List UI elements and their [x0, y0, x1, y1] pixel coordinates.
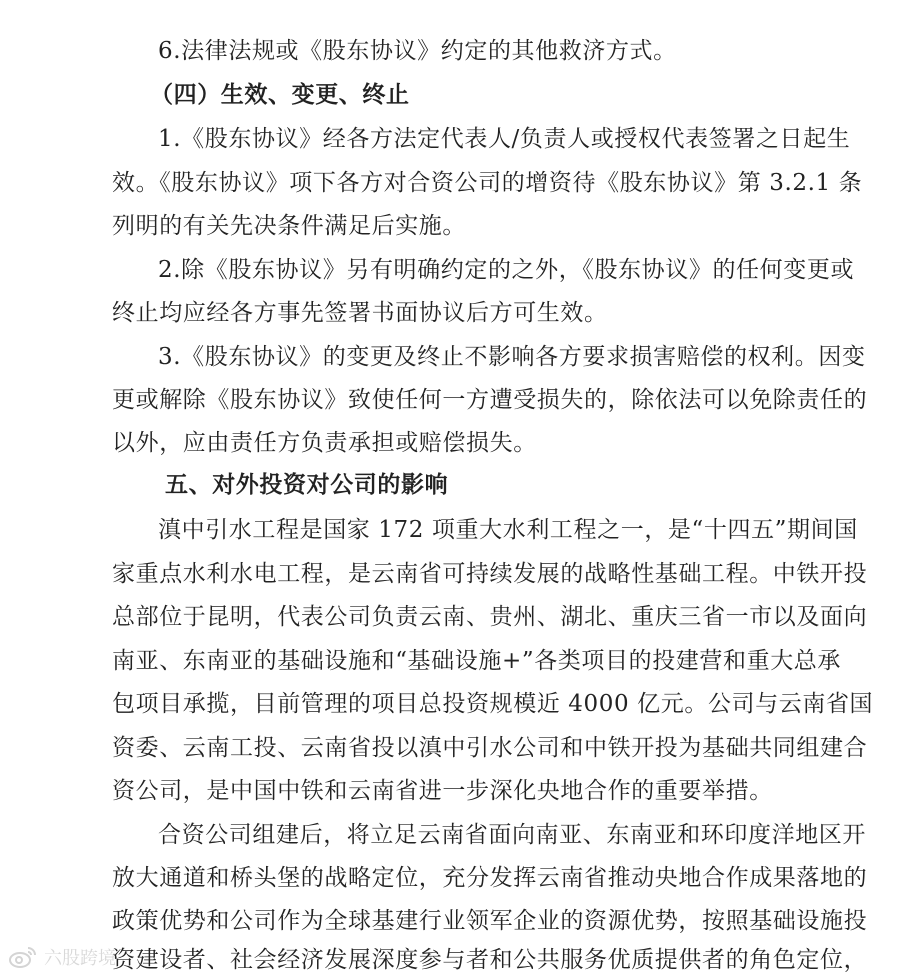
paragraph-line: 南亚、东南亚的基础设施和“基础设施+”各类项目的投建营和重大总承	[112, 648, 841, 674]
paragraph-line: 3.《股东协议》的变更及终止不影响各方要求损害赔偿的权利。因变	[158, 344, 866, 370]
clause-6-line: 6.法律法规或《股东协议》约定的其他救济方式。	[158, 38, 677, 64]
section-heading-impact: 五、对外投资对公司的影响	[165, 472, 449, 498]
paragraph-line: 2.除《股东协议》另有明确约定的之外，《股东协议》的任何变更或	[158, 257, 855, 283]
section-heading-effectiveness: （四）生效、变更、终止	[150, 82, 410, 108]
paragraph-line: 列明的有关先决条件满足后实施。	[112, 213, 466, 239]
paragraph-line: 更或解除《股东协议》致使任何一方遭受损失的，除依法可以免除责任的	[112, 387, 868, 413]
paragraph-line: 资委、云南工投、云南省投以滇中引水公司和中铁开投为基础共同组建合	[112, 735, 868, 761]
paragraph-line: 包项目承揽，目前管理的项目总投资规模近 4000 亿元。公司与云南省国	[112, 691, 874, 717]
weibo-logo-icon	[8, 945, 38, 969]
paragraph-line: 滇中引水工程是国家 172 项重大水利工程之一，是“十四五”期间国	[158, 517, 858, 543]
paragraph-line: 政策优势和公司作为全球基建行业领军企业的资源优势，按照基础设施投	[112, 908, 868, 934]
paragraph-line: 家重点水利水电工程，是云南省可持续发展的战略性基础工程。中铁开投	[112, 561, 868, 587]
paragraph-line: 合资公司组建后，将立足云南省面向南亚、东南亚和环印度洋地区开	[158, 822, 866, 848]
watermark	[8, 944, 116, 970]
paragraph-line: 放大通道和桥头堡的战略定位，充分发挥云南省推动央地合作成果落地的	[112, 865, 868, 891]
paragraph-line: 终止均应经各方事先签署书面协议后方可生效。	[112, 300, 608, 326]
paragraph-line: 效。《股东协议》项下各方对合资公司的增资待《股东协议》第 3.2.1 条	[112, 170, 863, 196]
watermark-text: 六股跨境	[44, 948, 116, 969]
paragraph-line: 总部位于昆明，代表公司负责云南、贵州、湖北、重庆三省一市以及面向	[112, 604, 868, 630]
paragraph-line: 以外，应由责任方负责承担或赔偿损失。	[112, 430, 537, 456]
paragraph-line: 资公司，是中国中铁和云南省进一步深化央地合作的重要举措。	[112, 778, 773, 804]
paragraph-line: 1.《股东协议》经各方法定代表人/负责人或授权代表签署之日起生	[158, 126, 851, 152]
paragraph-line: 资建设者、社会经济发展深度参与者和公共服务优质提供者的角色定位，	[112, 947, 868, 973]
